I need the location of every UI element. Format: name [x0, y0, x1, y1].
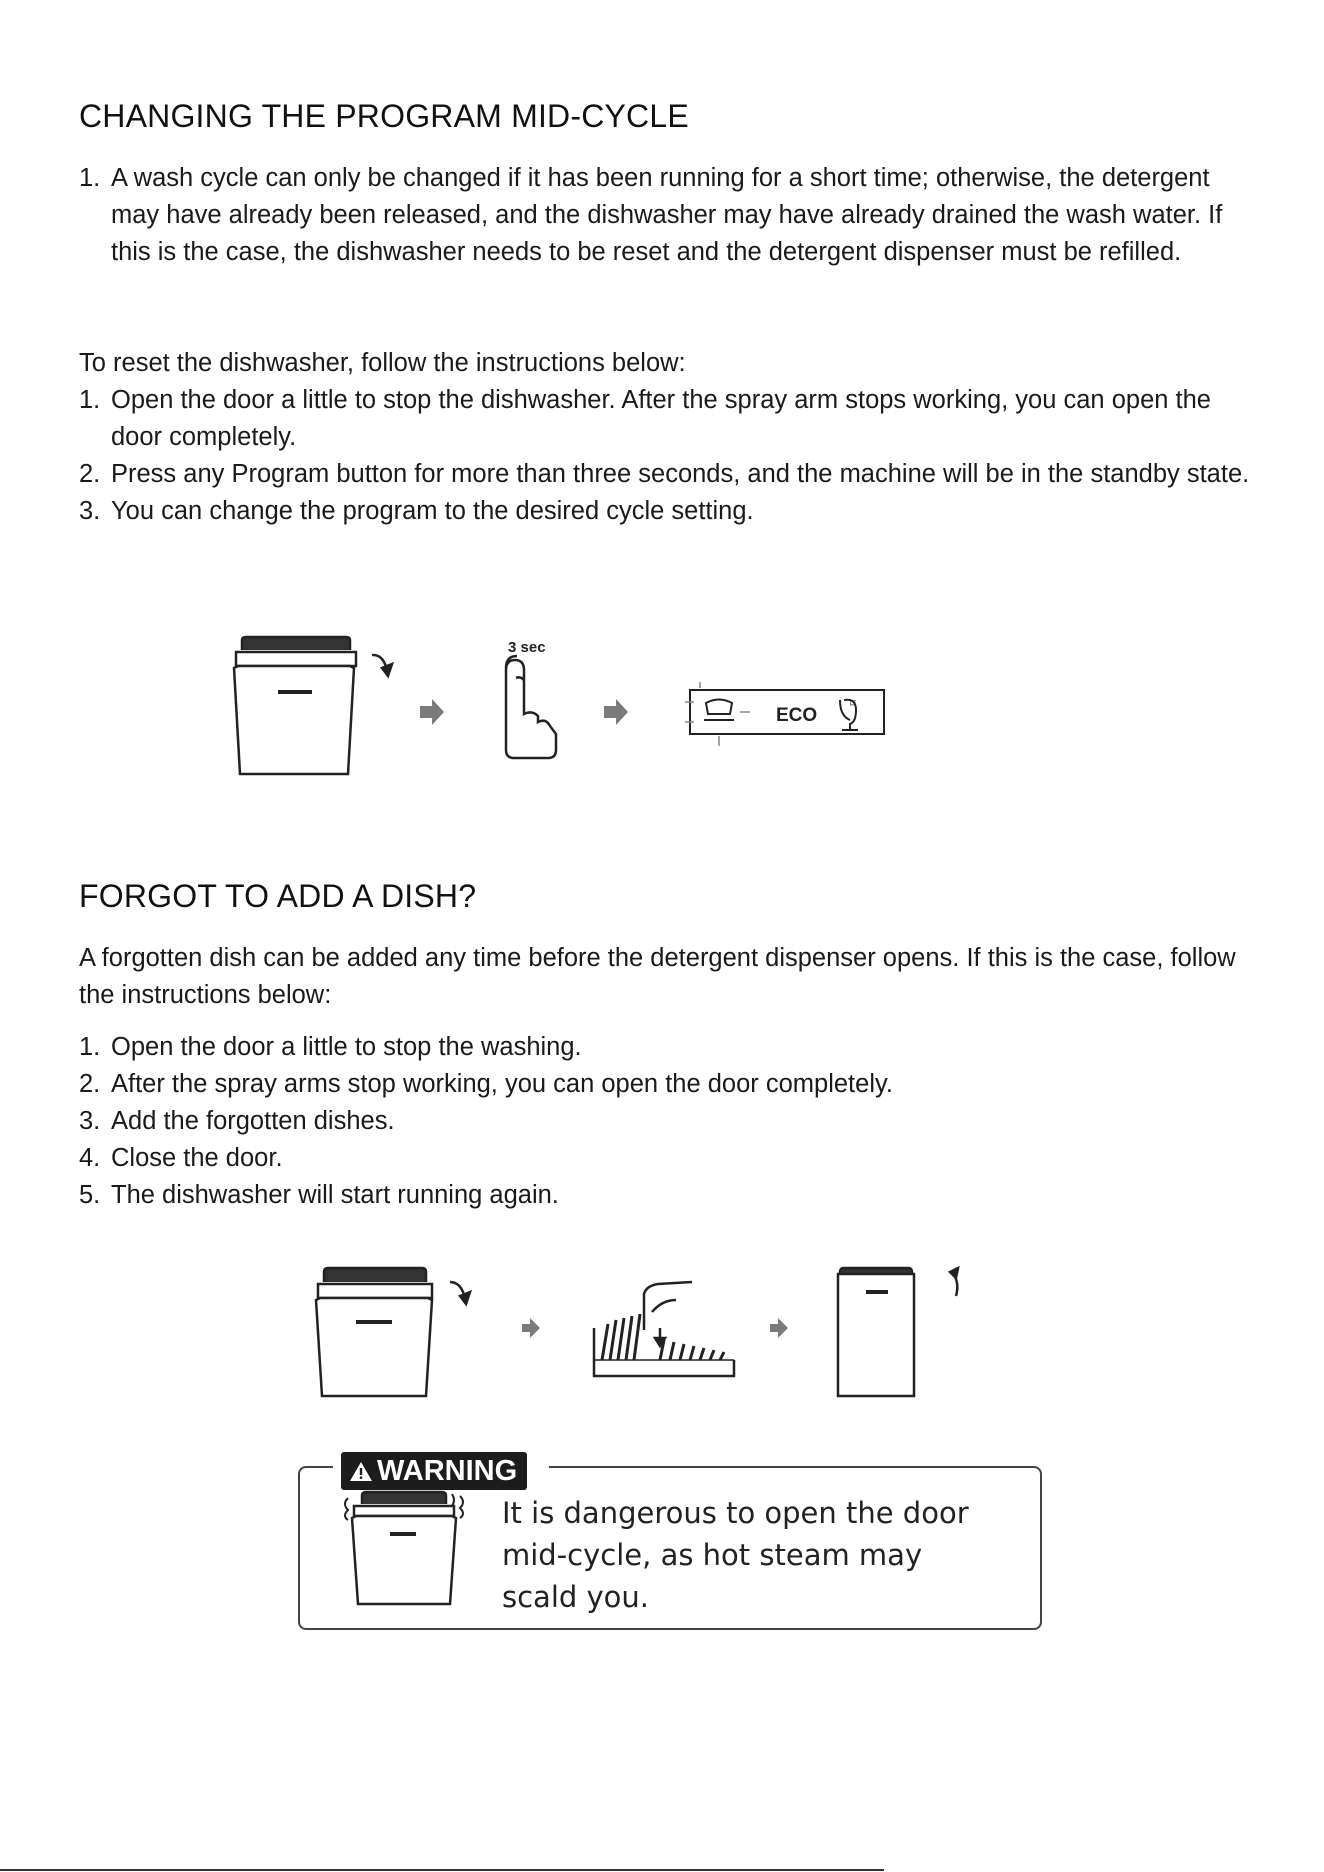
list-item-text: A wash cycle can only be changed if it has been running for a short time; otherwise, the detergent may have already been released, and the dishwasher may have already drained the wash water. If this is the case, the dishwasher needs to be reset and the detergent dispenser must be refilled.: [111, 164, 1223, 266]
list-item: [79, 456, 1259, 493]
arrow-right-icon: [522, 1318, 540, 1338]
list-item: [79, 1066, 1259, 1103]
add-dish-rack-icon: [594, 1282, 734, 1376]
finger-press-icon: [506, 639, 556, 758]
list-item-number: 3.: [79, 1107, 101, 1135]
arrow-right-icon: [604, 699, 628, 725]
list-item-text: Open the door a little to stop the washing.: [111, 1033, 582, 1061]
list-item: [79, 382, 1259, 456]
warning-text: [502, 1492, 1002, 1618]
list-item: [79, 1029, 1259, 1066]
list-item-number: 1.: [79, 386, 101, 414]
section-title-changing-program: CHANGING THE PROGRAM MID-CYCLE: [79, 98, 689, 134]
list-item-number: 5.: [79, 1181, 101, 1209]
list-item-number: 2.: [79, 1070, 101, 1098]
reset-steps-list: [79, 382, 1259, 530]
list-item-number: 1.: [79, 1033, 101, 1061]
list-item: [79, 493, 1259, 530]
add-dish-procedure-figure: [300, 1260, 1000, 1420]
forgot-dish-steps-list: [79, 1029, 1259, 1214]
warning-label: WARNING: [377, 1455, 518, 1487]
list-item-number: 3.: [79, 497, 101, 525]
dishwasher-door-open-icon: [316, 1268, 470, 1396]
list-item-number: 2.: [79, 460, 101, 488]
warning-text-line: It is dangerous to open the door: [502, 1496, 969, 1530]
list-item: [79, 1140, 1259, 1177]
list-item-text: Add the forgotten dishes.: [111, 1107, 395, 1135]
intro-list: [79, 160, 1259, 271]
list-item-text: Press any Program button for more than three seconds, and the machine will be in the standby state.: [111, 460, 1250, 488]
list-item-text: You can change the program to the desired cycle setting.: [111, 497, 754, 525]
dishwasher-door-close-icon: [838, 1268, 958, 1396]
list-item: [79, 160, 1259, 271]
list-item-text: Open the door a little to stop the dishwasher. After the spray arm stops working, you can open the door completely.: [111, 386, 1211, 451]
reset-procedure-figure: [220, 630, 920, 790]
reset-lead-text: To reset the dishwasher, follow the instructions below:: [79, 349, 686, 377]
list-item-number: 1.: [79, 164, 101, 192]
footer-rule: [0, 1869, 884, 1871]
list-item-text: The dishwasher will start running again.: [111, 1181, 559, 1209]
warning-badge: [341, 1452, 527, 1490]
list-item-number: 4.: [79, 1144, 101, 1172]
list-item: [79, 1103, 1259, 1140]
steaming-dishwasher-icon: [340, 1488, 470, 1608]
list-item-text: After the spray arms stop working, you can open the door completely.: [111, 1070, 893, 1098]
warning-text-line: scald you.: [502, 1580, 650, 1614]
dishwasher-door-open-icon: [234, 637, 392, 774]
section-title-forgot-dish: FORGOT TO ADD A DISH?: [79, 878, 477, 914]
list-item-text: Close the door.: [111, 1144, 283, 1172]
arrow-right-icon: [770, 1318, 788, 1338]
press-duration-label: 3 sec: [508, 639, 546, 656]
svg-text:⌑: ⌑: [850, 697, 856, 710]
list-item: [79, 1177, 1259, 1214]
panel-eco-label: ECO: [776, 705, 818, 726]
warning-text-line: mid-cycle, as hot steam may: [502, 1538, 923, 1572]
warning-triangle-icon: [349, 1460, 373, 1482]
forgot-dish-lead-text: A forgotten dish can be added any time before the detergent dispenser opens. If this is the case, follow the instructions below:: [79, 944, 1236, 1009]
control-panel-icon: [685, 682, 884, 746]
arrow-right-icon: [420, 699, 444, 725]
